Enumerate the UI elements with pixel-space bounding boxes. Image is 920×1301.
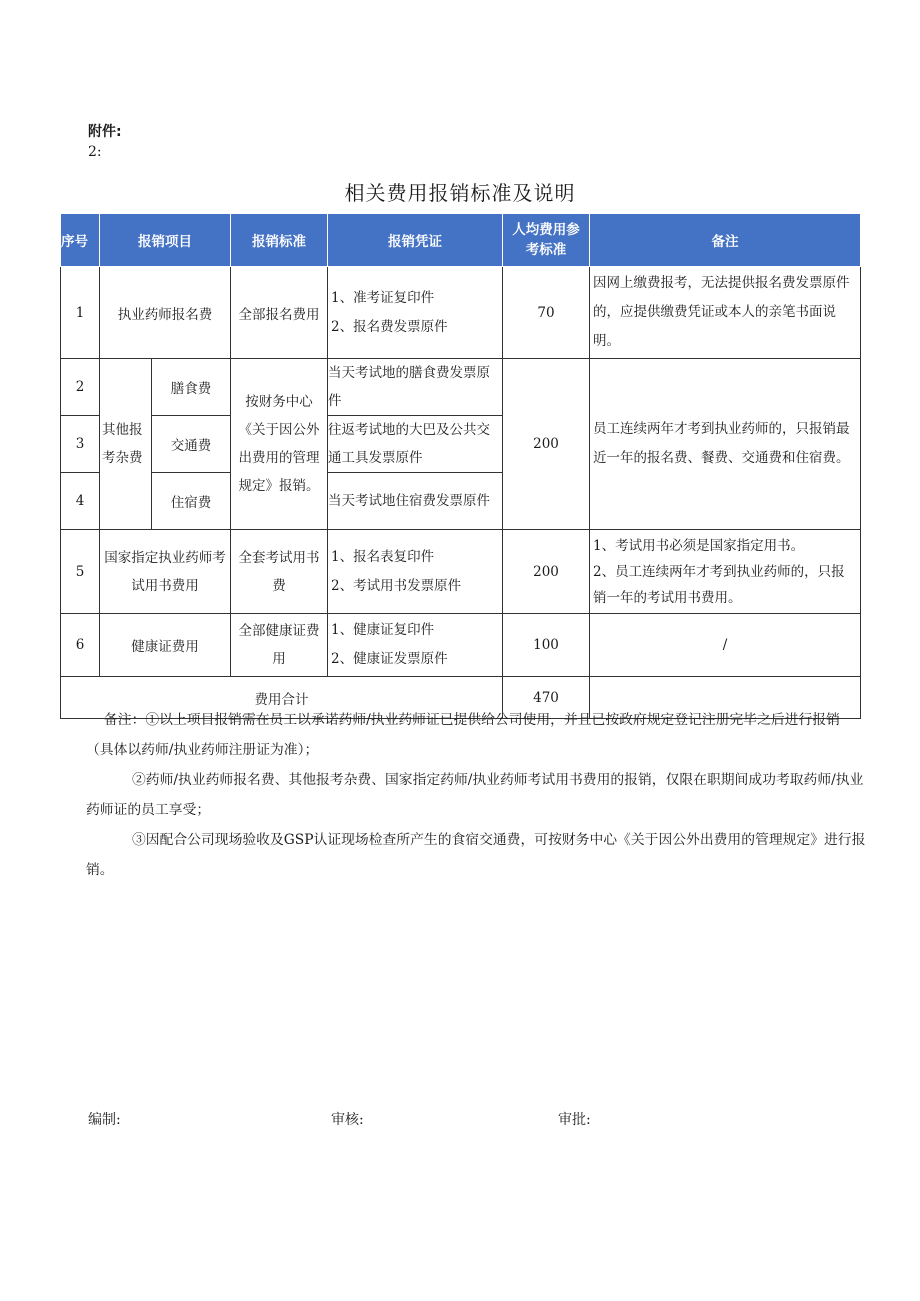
table-row [61,267,861,359]
page-title: 相关费用报销标准及说明 [344,181,576,205]
row-voucher [328,267,503,359]
row-item: 住宿费 [152,473,231,530]
row-standard: 全部健康证费用 [231,614,328,677]
group-remarks: 员工连续两年才考到执业药师的，只报销最近一年的报名费、餐费、交通费和住宿费。 [590,359,861,530]
prepared-by-label: 编制: [88,1112,121,1128]
remark-line: 1、考试用书必须是国家指定用书。 [593,537,805,554]
table-row [61,614,861,677]
row-seq: 5 [61,530,100,614]
table-row [61,359,861,416]
total-amount: 470 [503,677,590,719]
row-seq: 1 [61,267,100,359]
row-voucher: 往返考试地的大巴及公共交通工具发票原件 [328,416,503,473]
header-voucher: 报销凭证 [328,214,503,267]
header-standard: 报销标准 [231,214,328,267]
row-remarks [590,530,861,614]
table-row [61,530,861,614]
row-seq: 6 [61,614,100,677]
group-standard: 按财务中心《关于因公外出费用的管理规定》报销。 [231,359,328,530]
attachment-number: 2: [88,144,102,160]
row-voucher [328,614,503,677]
header-seq: 序号 [61,214,100,267]
row-seq: 3 [61,416,100,473]
note-1: 备注：①以上项目报销需在员工以承诺药师/执业药师证已提供给公司使用，并且已按政府规定登记注册完毕之后进行报销（具体以药师/执业药师注册证为准）； [86,712,840,758]
row-voucher: 当天考试地的膳食费发票原件 [328,359,503,416]
voucher-line: 1、报名表复印件 [331,548,435,565]
approved-by-label: 审批: [558,1112,591,1128]
row-remarks: 因网上缴费报考，无法提供报名费发票原件的，应提供缴费凭证或本人的亲笔书面说明。 [590,267,861,359]
remark-line: 2、员工连续两年才考到执业药师的，只报销一年的考试用书费用。 [593,563,845,606]
total-label: 费用合计 [61,677,503,719]
voucher-line: 1、健康证复印件 [331,622,435,638]
notes-section [86,705,866,885]
reviewed-by-label: 审核: [331,1112,364,1128]
group-label: 其他报考杂费 [100,359,152,530]
voucher-line: 2、考试用书发票原件 [331,577,462,594]
row-remarks: / [590,614,861,677]
row-amount: 100 [503,614,590,677]
row-amount: 70 [503,267,590,359]
voucher-line: 2、报名费发票原件 [331,318,448,335]
row-seq: 4 [61,473,100,530]
table-header-row [61,214,861,267]
voucher-line: 2、健康证发票原件 [331,651,448,667]
reimbursement-table [60,213,861,719]
header-per-capita-line1: 人均费用参 [512,222,580,238]
row-item: 国家指定执业药师考试用书费用 [100,530,231,614]
header-remarks: 备注 [590,214,861,267]
header-per-capita [503,214,590,267]
row-standard: 全套考试用书费 [231,530,328,614]
attachment-label: 附件: [88,124,122,140]
row-standard: 全部报名费用 [231,267,328,359]
row-item: 健康证费用 [100,614,231,677]
row-item: 交通费 [152,416,231,473]
row-amount: 200 [503,530,590,614]
row-voucher: 当天考试地住宿费发票原件 [328,473,503,530]
note-2: ②药师/执业药师报名费、其他报考杂费、国家指定药师/执业药师考试用书费用的报销，仅限在职期间成功考取药师/执业药师证的员工享受； [86,772,864,818]
row-item: 执业药师报名费 [100,267,231,359]
group-amount: 200 [503,359,590,530]
row-seq: 2 [61,359,100,416]
row-item: 膳食费 [152,359,231,416]
header-per-capita-line2: 考标准 [525,242,567,258]
row-voucher [328,530,503,614]
header-item: 报销项目 [100,214,231,267]
note-3: ③因配合公司现场验收及GSP认证现场检查所产生的食宿交通费，可按财务中心《关于因公外出费用的管理规定》进行报销。 [86,832,866,878]
voucher-line: 1、准考证复印件 [331,289,435,306]
